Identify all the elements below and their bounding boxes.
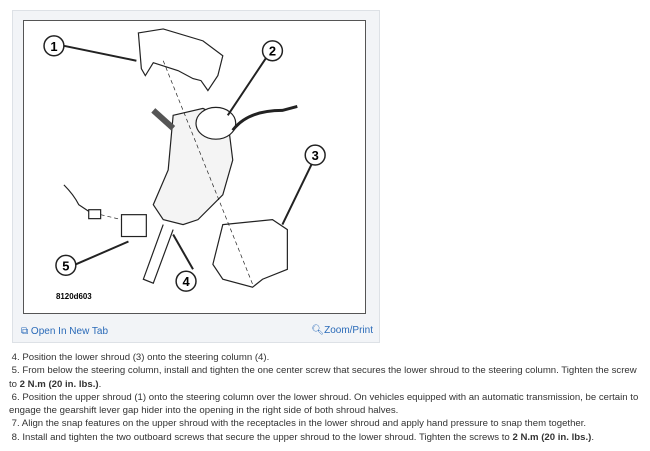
zoom-print-link[interactable] bbox=[311, 325, 373, 336]
figure-card bbox=[12, 10, 380, 343]
figure-links bbox=[13, 319, 379, 341]
svg-text:5: 5 bbox=[62, 258, 70, 274]
callout-3 bbox=[305, 145, 325, 165]
diagram-illustration bbox=[24, 21, 365, 313]
callout-1 bbox=[44, 36, 64, 56]
svg-text:3: 3 bbox=[311, 148, 319, 164]
lower-shroud bbox=[213, 220, 287, 288]
step-7: 7. Align the snap features on the upper shroud with the receptacles in the lower shroud and apply hand pressure to snap them together. bbox=[11, 418, 587, 430]
svg-text:4: 4 bbox=[182, 274, 190, 290]
callout-5 bbox=[56, 255, 76, 275]
steering-shaft bbox=[143, 225, 173, 284]
zoom-print-label: Zoom/Print bbox=[324, 325, 373, 336]
step-6: 6. Position the upper shroud (1) onto the steering column over the lower shroud. On vehicles equipped with an automatic transmission, be certain to engage the gearshift lever gap hider into the opening in the right side of both shroud halves. bbox=[9, 391, 639, 417]
svg-text:2: 2 bbox=[268, 43, 277, 59]
step-5: 5. From below the steering column, install and tighten the one center screw that secures the lower shroud to the steering column. Tighten the screw to 2 N.m (20 in. lbs.). bbox=[9, 365, 637, 390]
new-tab-icon: ⧉ bbox=[21, 326, 29, 337]
ignition-switch bbox=[122, 215, 147, 237]
step-8: 8. Install and tighten the two outboard screws that secure the upper shroud to the lower shroud. Tighten the screws to 2 N.m (20 in. lbs.). bbox=[11, 431, 595, 443]
step-4: 4. Position the lower shroud (3) onto the steering column (4). bbox=[11, 352, 270, 363]
upper-shroud bbox=[138, 29, 222, 91]
callout-2 bbox=[263, 41, 283, 61]
svg-text:1: 1 bbox=[50, 38, 58, 54]
callout-4 bbox=[176, 271, 196, 291]
figure-code: 8120d603 bbox=[55, 292, 92, 302]
magnifier-icon: 🔍︎ bbox=[311, 325, 325, 336]
open-in-new-tab-label: Open In New Tab bbox=[30, 326, 109, 337]
steering-column-diagram bbox=[23, 20, 366, 314]
procedure-steps bbox=[9, 351, 641, 444]
open-in-new-tab-link[interactable] bbox=[21, 326, 108, 337]
